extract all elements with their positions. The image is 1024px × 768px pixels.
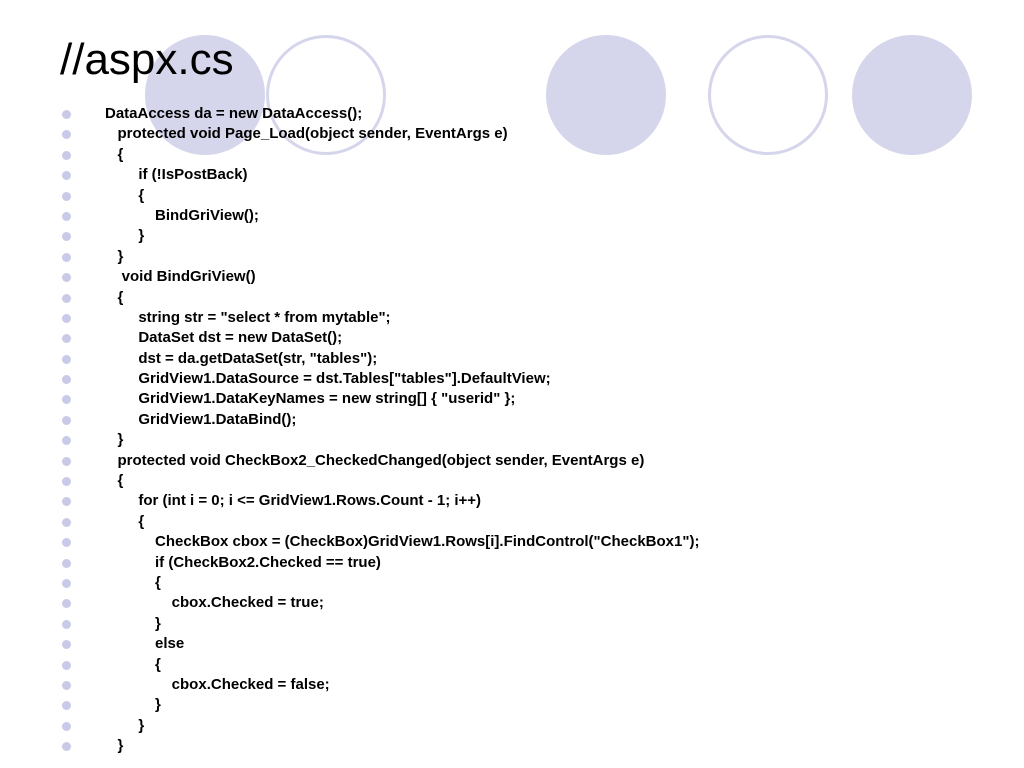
decorative-circle-filled — [852, 35, 972, 155]
bullet-icon — [62, 436, 71, 445]
code-line-text: } — [105, 696, 161, 714]
code-line-text: GridView1.DataBind(); — [105, 410, 297, 428]
bullet-icon — [62, 640, 71, 649]
code-line-text: { — [105, 655, 161, 673]
bullet-icon — [62, 130, 71, 139]
bullet-icon — [62, 314, 71, 323]
code-line-text: } — [105, 247, 124, 265]
bullet-icon — [62, 212, 71, 221]
code-line-text: else — [105, 635, 185, 653]
code-line-text: GridView1.DataSource = dst.Tables["tables"].DefaultView; — [105, 370, 551, 388]
bullet-icon — [62, 334, 71, 343]
code-line-text: GridView1.DataKeyNames = new string[] { "userid" }; — [105, 390, 516, 408]
code-line-text: if (CheckBox2.Checked == true) — [105, 553, 381, 571]
code-line-text: CheckBox cbox = (CheckBox)GridView1.Rows[i].FindControl("CheckBox1"); — [105, 533, 700, 551]
bullet-icon — [62, 232, 71, 241]
bullet-icon — [62, 253, 71, 262]
bullet-icon — [62, 661, 71, 670]
slide-title: //aspx.cs — [60, 35, 234, 84]
code-line-text: { — [105, 186, 145, 204]
bullet-icon — [62, 742, 71, 751]
bullet-icon — [62, 518, 71, 527]
bullet-icon — [62, 722, 71, 731]
code-line-text: string str = "select * from mytable"; — [105, 308, 391, 326]
bullet-icon — [62, 620, 71, 629]
bullet-icon — [62, 375, 71, 384]
code-line-text: } — [105, 716, 145, 734]
bullet-icon — [62, 294, 71, 303]
code-line-text: cbox.Checked = false; — [105, 675, 330, 693]
code-line-text: } — [105, 431, 124, 449]
bullet-icon — [62, 151, 71, 160]
bullet-icon — [62, 701, 71, 710]
bullet-icon — [62, 192, 71, 201]
code-line-text: protected void Page_Load(object sender, EventArgs e) — [105, 125, 508, 143]
code-line-text: DataAccess da = new DataAccess(); — [105, 105, 363, 122]
code-line-text: BindGriView(); — [105, 206, 259, 224]
bullet-icon — [62, 457, 71, 466]
bullet-icon — [62, 355, 71, 364]
bullet-icon — [62, 681, 71, 690]
bullet-icon — [62, 538, 71, 547]
bullet-icon — [62, 599, 71, 608]
bullet-icon — [62, 110, 71, 119]
bullet-icon — [62, 416, 71, 425]
bullet-icon — [62, 171, 71, 180]
code-line-text: DataSet dst = new DataSet(); — [105, 329, 343, 347]
code-line-text: if (!IsPostBack) — [105, 166, 248, 184]
bullet-icon — [62, 497, 71, 506]
bullet-icon — [62, 579, 71, 588]
code-line-text: } — [105, 614, 161, 632]
code-line-text: protected void CheckBox2_CheckedChanged(object sender, EventArgs e) — [105, 451, 645, 469]
decorative-circle-filled — [546, 35, 666, 155]
code-line-text: { — [105, 288, 124, 306]
bullet-icon — [62, 273, 71, 282]
decorative-circle-outline — [708, 35, 828, 155]
code-line-text: } — [105, 737, 124, 755]
bullet-icon — [62, 559, 71, 568]
code-line-text: dst = da.getDataSet(str, "tables"); — [105, 349, 378, 367]
code-line-text: void BindGriView() — [105, 268, 256, 286]
code-line-text: for (int i = 0; i <= GridView1.Rows.Count - 1; i++) — [105, 492, 482, 510]
bullet-icon — [62, 395, 71, 404]
code-line-text: { — [105, 145, 124, 163]
code-line-text: { — [105, 512, 145, 530]
bullet-icon — [62, 477, 71, 486]
code-line-text: } — [105, 227, 145, 245]
code-line-text: cbox.Checked = true; — [105, 594, 324, 612]
code-line-text: { — [105, 472, 124, 490]
code-line-text: { — [105, 573, 161, 591]
